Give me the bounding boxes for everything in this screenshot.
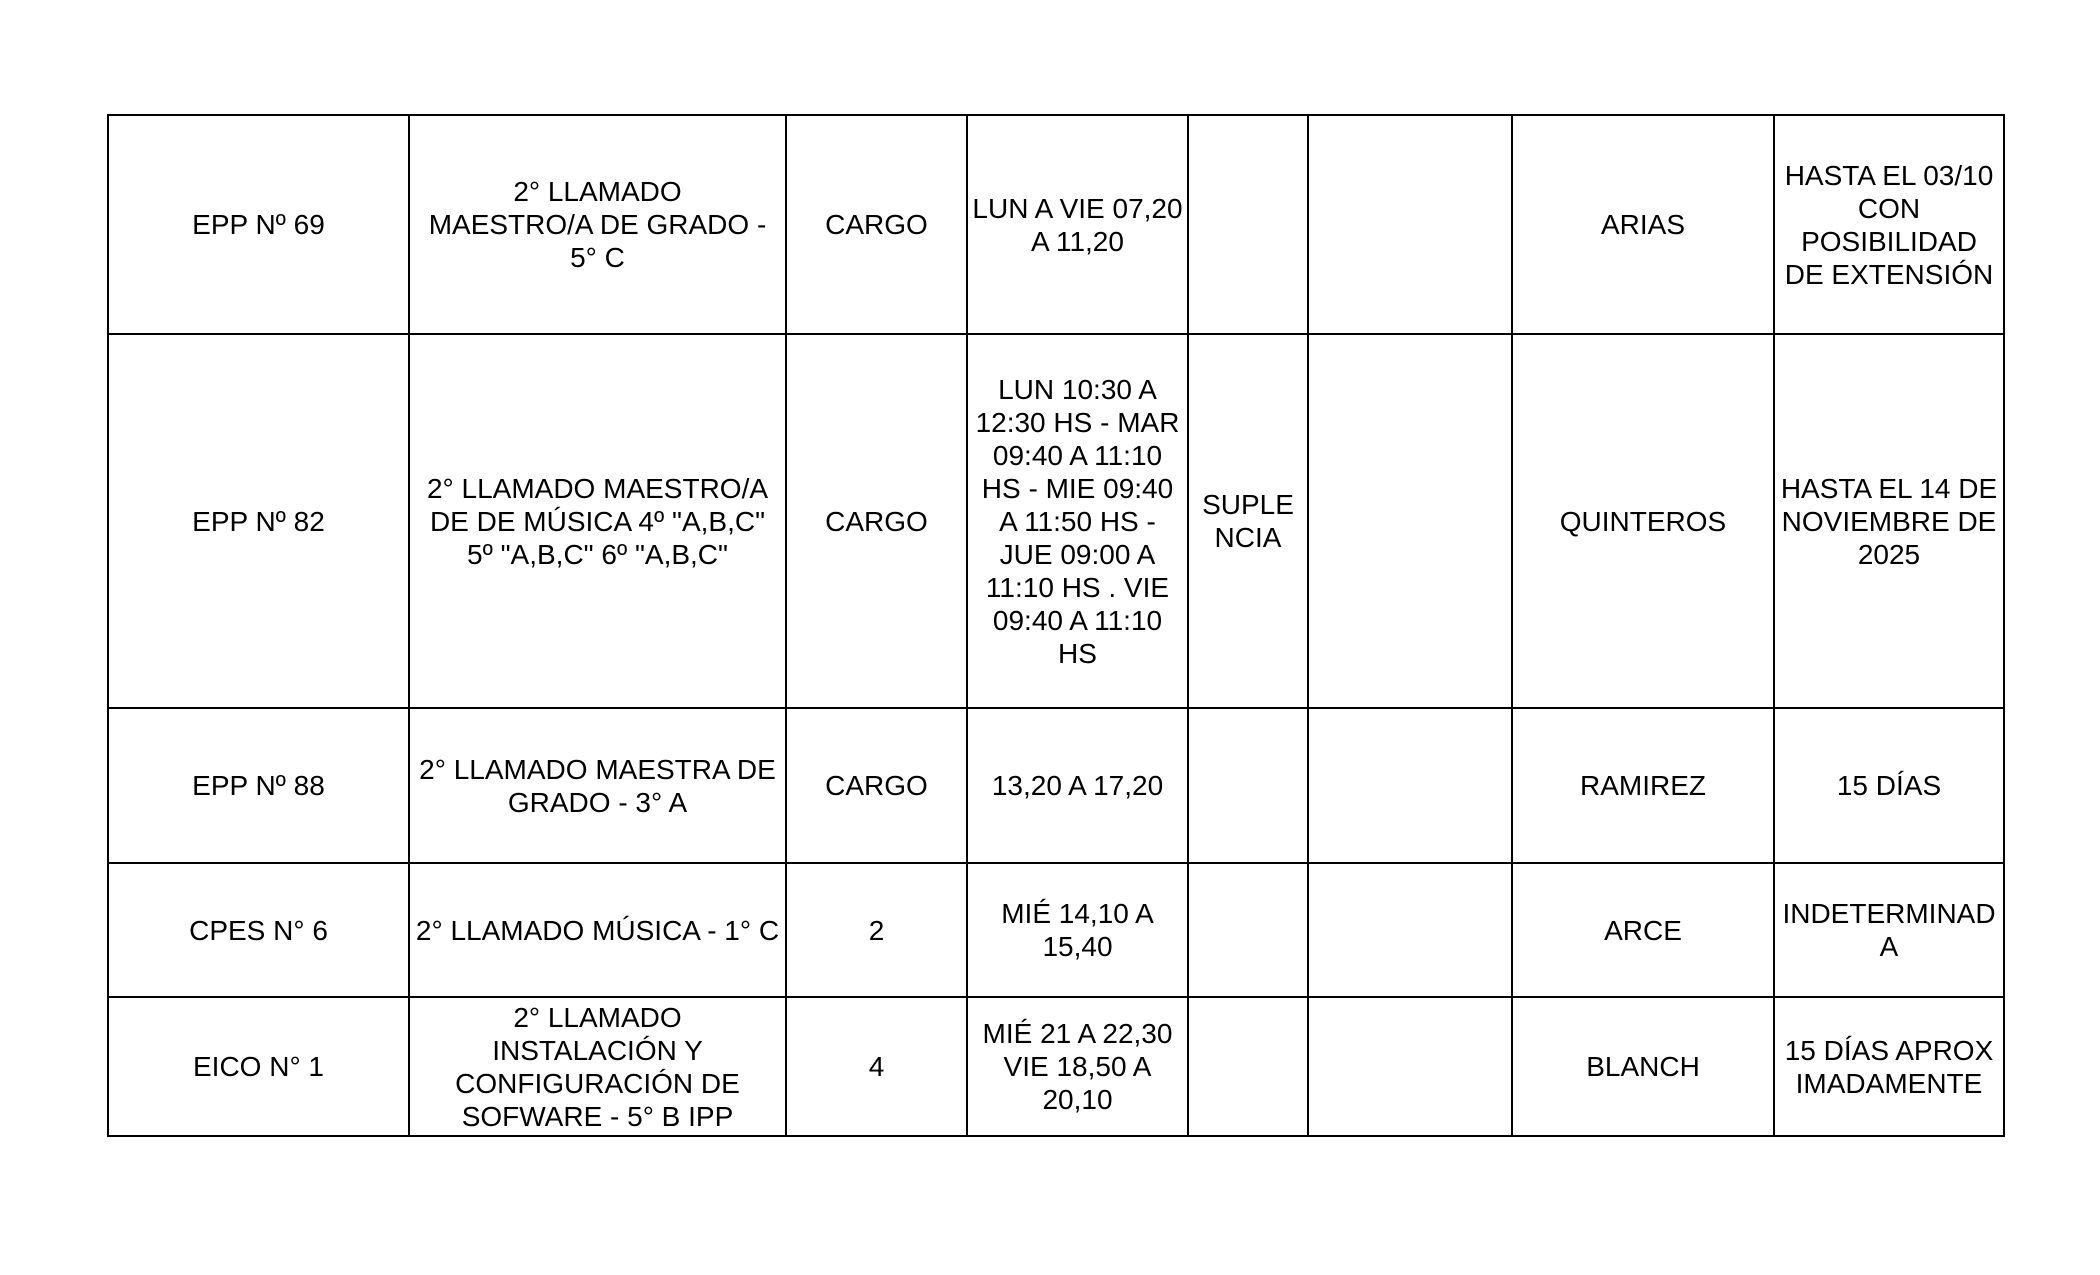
cell-llamado: 2° LLAMADO MAESTRO/A DE GRADO - 5° C [409,115,786,334]
cell-llamado: 2° LLAMADO MAESTRO/A DE DE MÚSICA 4º "A,B,C" 5º "A,B,C" 6º "A,B,C" [409,334,786,708]
vacancies-table [107,114,2005,1137]
cell-duracion: 15 DÍAS APROXIMADAMENTE [1774,997,2004,1136]
cell-tipo: 2 [786,863,967,997]
table-row [108,708,2004,863]
cell-horario: LUN 10:30 A 12:30 HS - MAR 09:40 A 11:10 HS - MIE 09:40 A 11:50 HS - JUE 09:00 A 11:10 HS . VIE 09:40 A 11:10 HS [967,334,1188,708]
table-row [108,997,2004,1136]
cell-llamado: 2° LLAMADO MÚSICA - 1° C [409,863,786,997]
cell-horario: MIÉ 14,10 A 15,40 [967,863,1188,997]
table-row [108,863,2004,997]
cell-horario: LUN A VIE 07,20 A 11,20 [967,115,1188,334]
cell-duracion: HASTA EL 03/10 CON POSIBILIDAD DE EXTENSIÓN [1774,115,2004,334]
cell-llamado: 2° LLAMADO INSTALACIÓN Y CONFIGURACIÓN DE SOFWARE - 5° B IPP [409,997,786,1136]
cell-caracter [1188,997,1308,1136]
cell-caracter [1188,708,1308,863]
cell-docente: RAMIREZ [1512,708,1774,863]
cell-horario: MIÉ 21 A 22,30 VIE 18,50 A 20,10 [967,997,1188,1136]
cell-escuela: EICO N° 1 [108,997,409,1136]
cell-horario: 13,20 A 17,20 [967,708,1188,863]
cell-tipo: 4 [786,997,967,1136]
cell-tipo: CARGO [786,115,967,334]
cell-tipo: CARGO [786,334,967,708]
cell-tipo: CARGO [786,708,967,863]
cell-escuela: EPP Nº 88 [108,708,409,863]
cell-caracter: SUPLENCIA [1188,334,1308,708]
cell-docente: BLANCH [1512,997,1774,1136]
cell-extra [1308,997,1512,1136]
cell-duracion: 15 DÍAS [1774,708,2004,863]
table-row [108,334,2004,708]
table-row [108,115,2004,334]
document-sheet [107,114,2005,1137]
cell-docente: QUINTEROS [1512,334,1774,708]
cell-duracion: HASTA EL 14 DE NOVIEMBRE DE 2025 [1774,334,2004,708]
cell-extra [1308,708,1512,863]
cell-escuela: CPES N° 6 [108,863,409,997]
cell-extra [1308,334,1512,708]
cell-extra [1308,863,1512,997]
cell-duracion: INDETERMINADA [1774,863,2004,997]
cell-docente: ARIAS [1512,115,1774,334]
cell-llamado: 2° LLAMADO MAESTRA DE GRADO - 3° A [409,708,786,863]
cell-extra [1308,115,1512,334]
cell-docente: ARCE [1512,863,1774,997]
cell-escuela: EPP Nº 82 [108,334,409,708]
cell-caracter [1188,863,1308,997]
cell-escuela: EPP Nº 69 [108,115,409,334]
cell-caracter [1188,115,1308,334]
